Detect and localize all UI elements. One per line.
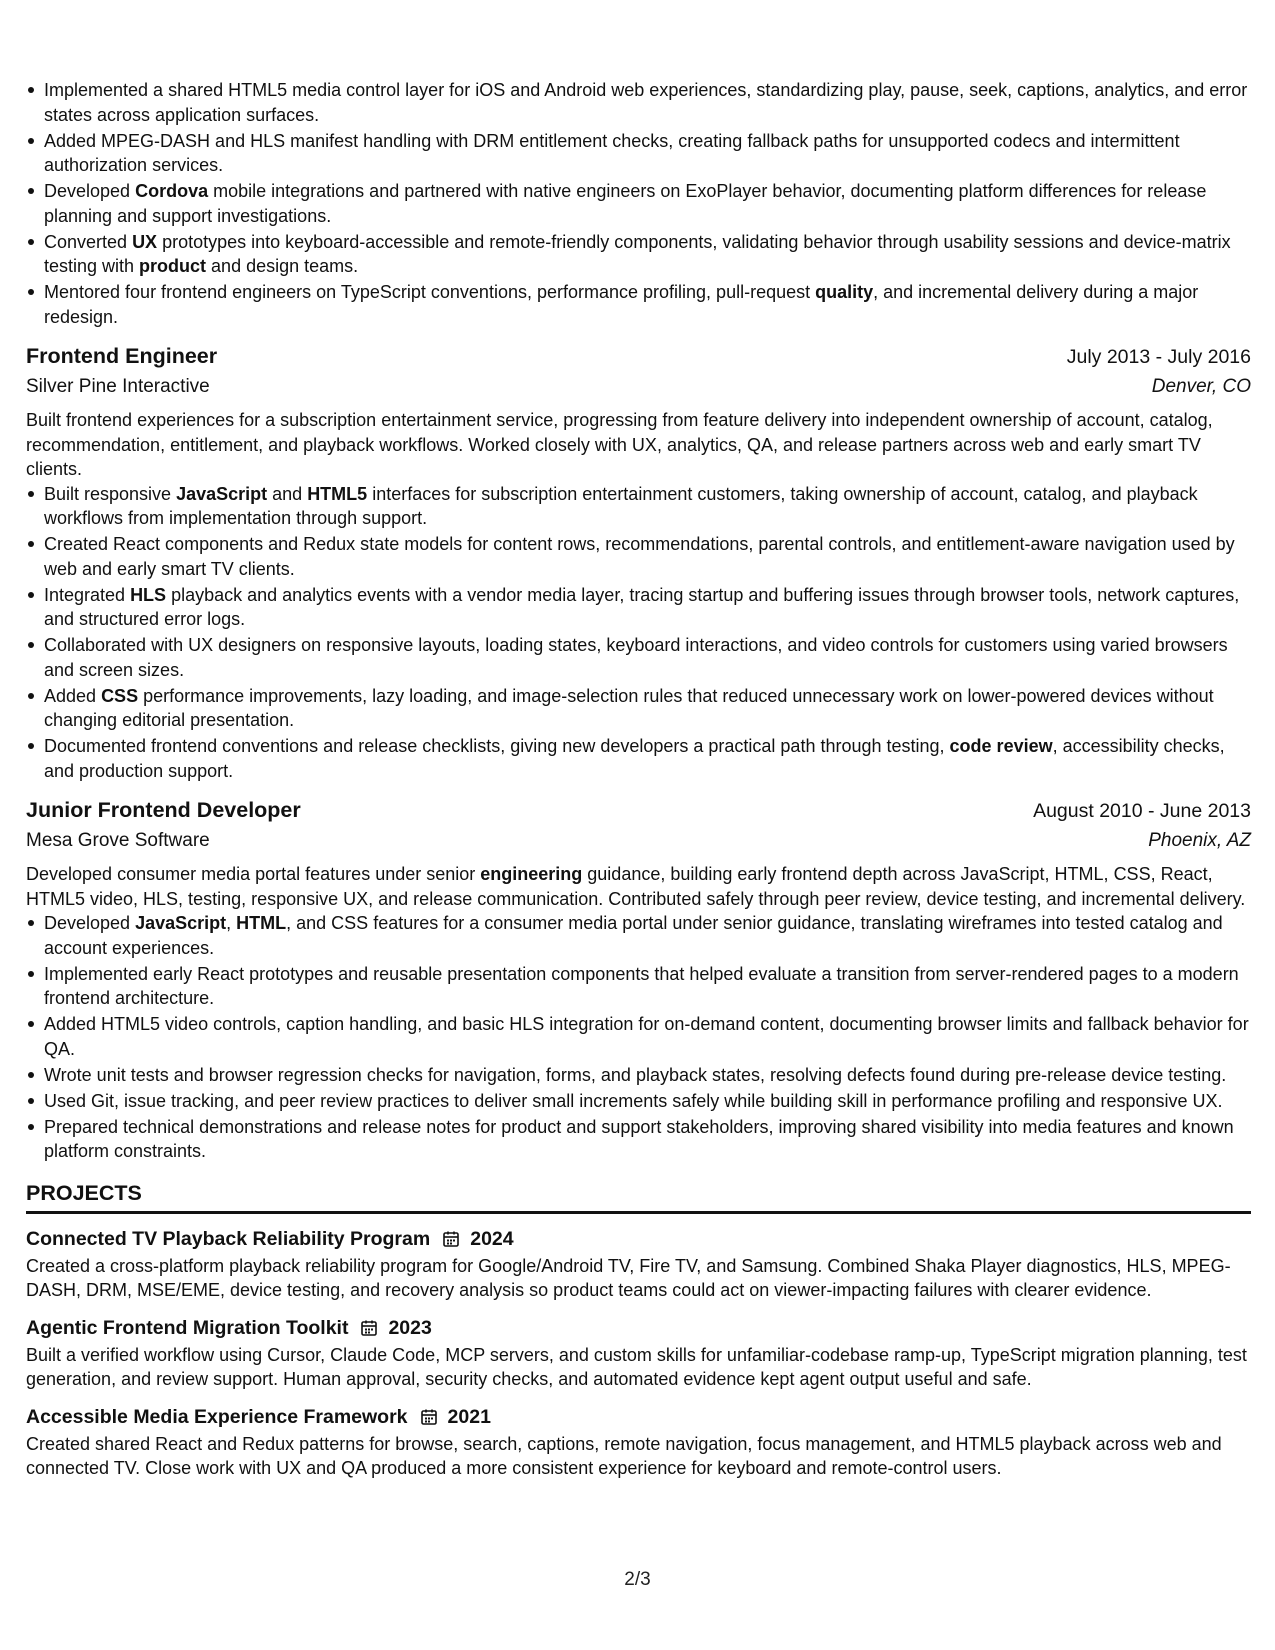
top-bullet-list	[26, 78, 1251, 329]
list-item: Developed JavaScript, HTML, and CSS features for a consumer media portal under senior guidance, translating wireframes into tested catalog and account experiences.	[26, 911, 1251, 960]
calendar-icon	[420, 1408, 438, 1426]
project-description: Built a verified workflow using Cursor, Claude Code, MCP servers, and custom skills for unfamiliar-codebase ramp-up, TypeScript migration planning, test generation, and review support. Human approval, security checks, and automated evidence kept agent output useful and safe.	[26, 1344, 1247, 1389]
job-location: Denver, CO	[1151, 376, 1251, 397]
section-heading-projects: PROJECTS	[26, 1178, 1251, 1214]
job-entry	[26, 795, 1251, 1164]
list-item: Developed Cordova mobile integrations and partnered with native engineers on ExoPlayer behavior, documenting platform differences for release planning and support investigations.	[26, 179, 1251, 228]
project-name: Agentic Frontend Migration Toolkit	[26, 1316, 349, 1339]
list-item: Created React components and Redux state models for content rows, recommendations, parental controls, and entitlement-aware navigation used by web and early smart TV clients.	[26, 532, 1251, 581]
job-summary: Developed consumer media portal features under senior engineering guidance, building early frontend depth across JavaScript, HTML, CSS, React, HTML5 video, HLS, testing, responsive UX, and release communication. Contributed safely through peer review, device testing, and incremental delivery.	[26, 864, 1246, 909]
project-year: 2021	[447, 1405, 491, 1428]
job-bullet-list	[26, 911, 1251, 1164]
project-year: 2023	[388, 1316, 432, 1339]
list-item: Implemented a shared HTML5 media control layer for iOS and Android web experiences, standardizing play, pause, seek, captions, analytics, and error states across application surfaces.	[26, 78, 1251, 127]
project-entry	[26, 1313, 1251, 1392]
list-item: Wrote unit tests and browser regression checks for navigation, forms, and playback states, resolving defects found during pre-release device testing.	[26, 1063, 1251, 1088]
job-summary: Built frontend experiences for a subscription entertainment service, progressing from feature delivery into independent ownership of account, catalog, recommendation, entitlement, and playback workflows. Worked closely with UX, analytics, QA, and release partners across web and early smart TV clients.	[26, 410, 1213, 479]
job-dates: July 2013 - July 2016	[1066, 346, 1251, 368]
list-item: Integrated HLS playback and analytics events with a vendor media layer, tracing startup and buffering issues through browser tools, network captures, and structured error logs.	[26, 583, 1251, 632]
job-title: Frontend Engineer	[26, 344, 218, 368]
list-item: Added HTML5 video controls, caption handling, and basic HLS integration for on-demand content, documenting browser limits and fallback behavior for QA.	[26, 1012, 1251, 1061]
list-item: Built responsive JavaScript and HTML5 interfaces for subscription entertainment customers, taking ownership of account, catalog, and playback workflows from implementation through support.	[26, 482, 1251, 531]
job-bullet-list	[26, 482, 1251, 784]
calendar-icon	[360, 1319, 378, 1337]
project-description: Created shared React and Redux patterns for browse, search, captions, remote navigation, focus management, and HTML5 playback across web and connected TV. Close work with UX and QA produced a more consistent experience for keyboard and remote-control users.	[26, 1433, 1222, 1478]
list-item: Used Git, issue tracking, and peer review practices to deliver small increments safely while building skill in performance profiling and responsive UX.	[26, 1089, 1251, 1114]
list-item: Collaborated with UX designers on responsive layouts, loading states, keyboard interactions, and video controls for customers using varied browsers and screen sizes.	[26, 633, 1251, 682]
job-location: Phoenix, AZ	[1148, 830, 1251, 851]
job-title: Junior Frontend Developer	[26, 798, 301, 822]
list-item: Documented frontend conventions and release checklists, giving new developers a practical path through testing, code review, accessibility checks, and production support.	[26, 734, 1251, 783]
job-dates: August 2010 - June 2013	[1033, 800, 1251, 822]
project-entry	[26, 1224, 1251, 1303]
page-number: 2/3	[624, 1569, 651, 1590]
resume-page	[26, 78, 1251, 1481]
list-item: Converted UX prototypes into keyboard-accessible and remote-friendly components, validating behavior through usability sessions and device-matrix testing with product and design teams.	[26, 230, 1251, 279]
list-item: Implemented early React prototypes and reusable presentation components that helped evaluate a transition from server-rendered pages to a modern frontend architecture.	[26, 962, 1251, 1011]
company-name: Mesa Grove Software	[26, 830, 210, 851]
project-name: Connected TV Playback Reliability Program	[26, 1227, 431, 1250]
company-name: Silver Pine Interactive	[26, 376, 210, 397]
list-item: Prepared technical demonstrations and release notes for product and support stakeholders, improving shared visibility into media features and known platform constraints.	[26, 1115, 1251, 1164]
list-item: Added CSS performance improvements, lazy loading, and image-selection rules that reduced unnecessary work on lower-powered devices without changing editorial presentation.	[26, 684, 1251, 733]
job-entry	[26, 341, 1251, 783]
project-description: Created a cross-platform playback reliability program for Google/Android TV, Fire TV, and Samsung. Combined Shaka Player diagnostics, HLS, MPEG-DASH, DRM, MSE/EME, device testing, and recovery analysis so product teams could act on viewer-impacting failures with clearer evidence.	[26, 1255, 1231, 1300]
project-name: Accessible Media Experience Framework	[26, 1405, 408, 1428]
project-year: 2024	[470, 1227, 514, 1250]
list-item: Added MPEG-DASH and HLS manifest handling with DRM entitlement checks, creating fallback paths for unsupported codecs and intermittent authorization services.	[26, 129, 1251, 178]
list-item: Mentored four frontend engineers on TypeScript conventions, performance profiling, pull-request quality, and incremental delivery during a major redesign.	[26, 280, 1251, 329]
project-entry	[26, 1402, 1251, 1481]
calendar-icon	[442, 1230, 460, 1248]
